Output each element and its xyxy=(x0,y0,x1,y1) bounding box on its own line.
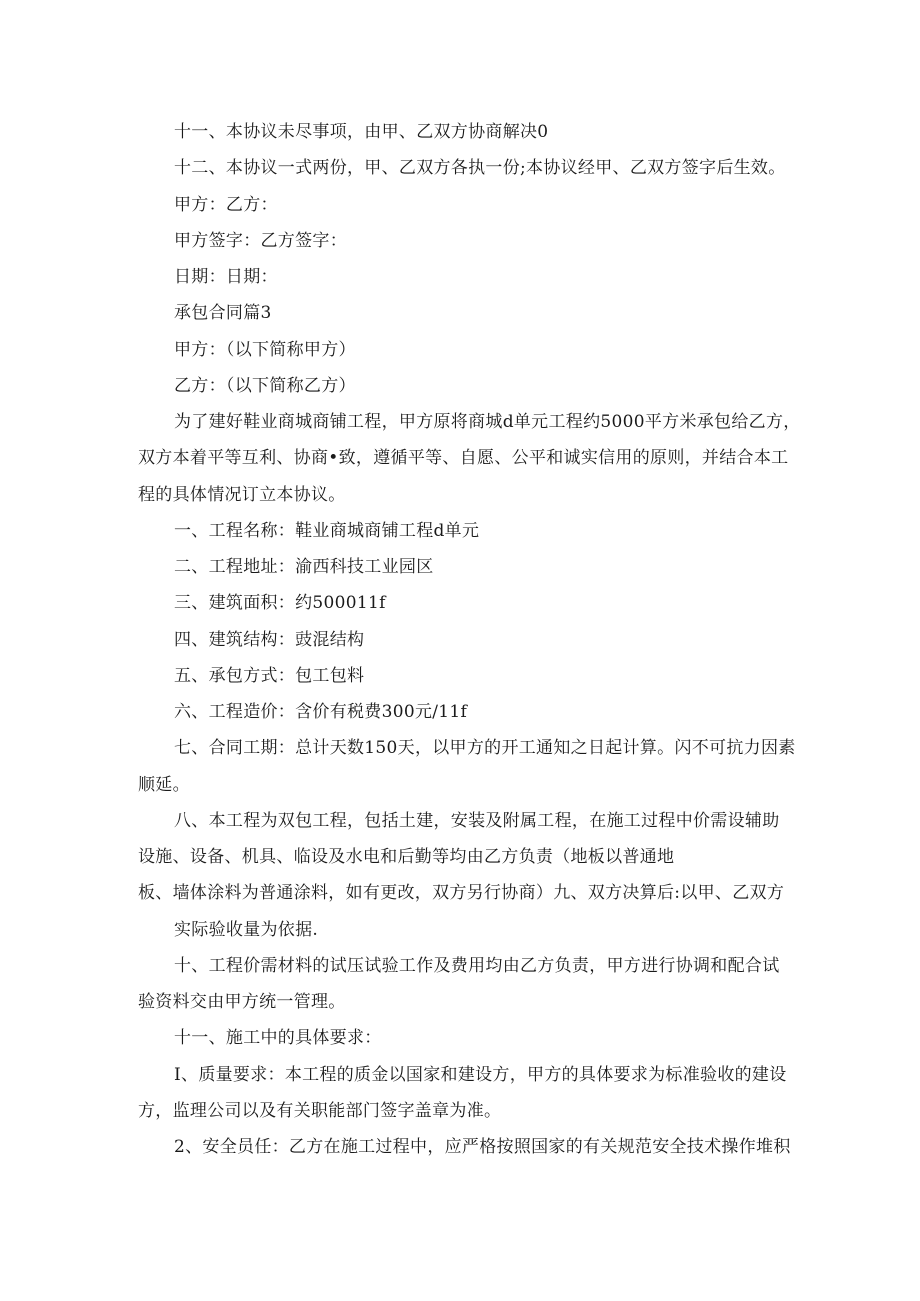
signature-labels: 甲方签字：乙方签字： xyxy=(174,231,347,251)
quality-requirement-line-2: 方，监理公司以及有关职能部门签字盖章为准。 xyxy=(138,1101,502,1121)
item-contract-period-line-2: 顺延。 xyxy=(138,775,190,795)
quality-requirement-line-1: I、质量要求：本工程的质金以国家和建设方，甲方的具体要求为标准验收的建设 xyxy=(174,1065,787,1085)
intro-paragraph-line-3: 程的具体情况订立本协议。 xyxy=(138,485,346,505)
item-project-name: 一、工程名称：鞋业商城商铺工程d单元 xyxy=(174,521,480,541)
item-contract-method: 五、承包方式：包工包料 xyxy=(174,666,365,686)
item-project-address: 二、工程地址：渝西科技工业园区 xyxy=(174,557,434,577)
party-a-line: 甲方：（以下简称甲方） xyxy=(174,340,356,360)
item-10-line-1: 十、工程价需材料的试压试验工作及费用均由乙方负责，甲方进行协调和配合试 xyxy=(174,956,780,976)
party-b-line: 乙方：（以下简称乙方） xyxy=(174,376,356,396)
item-11-heading: 十一、施工中的具体要求： xyxy=(174,1028,382,1048)
item-8-line-1: 八、本工程为双包工程，包括土建，安装及附属工程，在施工过程中价需设辅助 xyxy=(174,811,780,831)
party-labels: 甲方：乙方： xyxy=(174,195,278,215)
intro-paragraph-line-2: 双方本着平等互利、协商•致，遵循平等、自愿、公平和诚实信用的原则，并结合本工 xyxy=(138,448,789,468)
intro-paragraph-line-1: 为了建好鞋业商城商铺工程，甲方原将商城d单元工程约5000平方米承包给乙方， xyxy=(174,412,801,432)
safety-responsibility-line-1: 2、安全员任：乙方在施工过程中，应严格按照国家的有关规范安全技术操作堆积 xyxy=(174,1137,791,1157)
date-labels: 日期：日期： xyxy=(174,267,278,287)
item-building-area: 三、建筑面积：约500011f xyxy=(174,593,386,613)
item-building-structure: 四、建筑结构：豉混结构 xyxy=(174,630,365,650)
item-8-line-3: 板、墙体涂料为普通涂料，如有更改，双方另行协商）九、双方决算后:以甲、乙双方 xyxy=(138,883,785,903)
clause-11-unresolved-matters: 十一、本协议未尽事项，由甲、乙双方协商解决0 xyxy=(174,122,549,142)
item-project-cost: 六、工程造价：含价有税费300元∕11f xyxy=(174,702,468,722)
item-8-line-2: 设施、设备、机具、临设及水电和后勤等均由乙方负责（地板以普通地 xyxy=(138,847,675,867)
item-9-continuation: 实际验收量为依据. xyxy=(174,920,319,940)
section-title-contract-3: 承包合同篇3 xyxy=(174,303,272,323)
item-contract-period-line-1: 七、合同工期：总计天数150天，以甲方的开工通知之日起计算。闪不可抗力因素 xyxy=(174,738,796,758)
clause-12-copies-effect: 十二、本协议一式两份，甲、乙双方各执一份;本协议经甲、乙双方签字后生效。 xyxy=(174,158,786,178)
item-10-line-2: 验资料交由甲方统一管理。 xyxy=(138,992,346,1012)
